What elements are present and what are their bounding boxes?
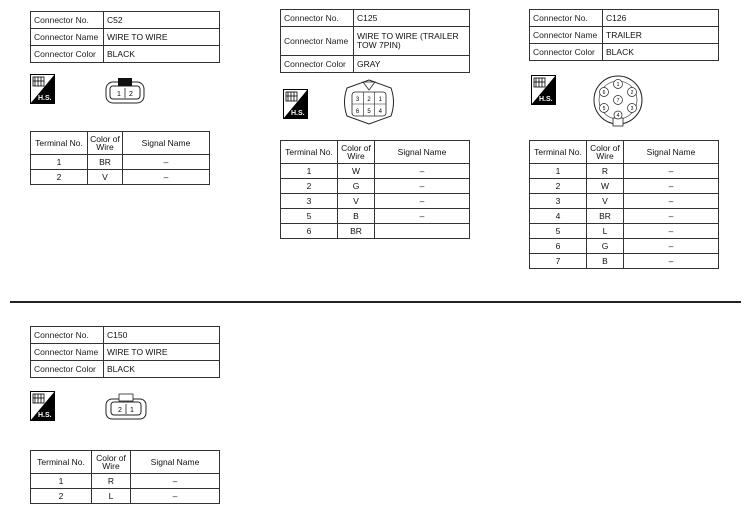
connector-color-value: BLACK	[104, 46, 220, 63]
wire-cell: L	[92, 489, 131, 504]
table-row	[281, 179, 470, 194]
connector-no-value: C125	[354, 10, 470, 27]
terminal-table-c52	[30, 131, 210, 185]
terminal-cell: 2	[31, 489, 92, 504]
connector-color-label: Connector Color	[31, 46, 104, 63]
table-row	[31, 155, 210, 170]
col-terminal: Terminal No.	[530, 141, 587, 164]
table-row	[281, 209, 470, 224]
terminal-cell: 5	[281, 209, 338, 224]
pin-label: 3	[355, 97, 360, 103]
harness-side-icon	[283, 89, 308, 119]
col-wire-color: Color of Wire	[587, 141, 624, 164]
terminal-table-c125	[280, 140, 470, 239]
col-signal: Signal Name	[375, 141, 470, 164]
pin-label: 2	[129, 91, 133, 98]
connector-name-value: WIRE TO WIRE	[104, 29, 220, 46]
connector-block-c126	[529, 9, 719, 61]
harness-side-icon	[531, 75, 556, 105]
connector-name-value: WIRE TO WIRE	[104, 344, 220, 361]
signal-cell: –	[375, 209, 470, 224]
terminal-cell: 1	[31, 155, 88, 170]
connector-no-label: Connector No.	[530, 10, 603, 27]
pin-label: 2	[630, 90, 634, 96]
pin-label: 4	[378, 109, 382, 115]
wire-cell: G	[338, 179, 375, 194]
col-terminal: Terminal No.	[281, 141, 338, 164]
col-signal: Signal Name	[123, 132, 210, 155]
connector-no-value: C126	[603, 10, 719, 27]
signal-cell: –	[624, 239, 719, 254]
connector-block-c52	[30, 11, 220, 63]
wire-cell: W	[587, 179, 624, 194]
connector-info-table	[30, 11, 220, 63]
connector-name-label: Connector Name	[530, 27, 603, 44]
connector-color-value: BLACK	[104, 361, 220, 378]
terminal-cell: 3	[530, 194, 587, 209]
hs-label: H.S.	[38, 412, 52, 419]
signal-cell: –	[624, 209, 719, 224]
terminal-table-c126	[529, 140, 719, 269]
pin-label: 2	[367, 97, 371, 103]
connector-no-label: Connector No.	[281, 10, 354, 27]
wire-cell: V	[587, 194, 624, 209]
table-row	[530, 254, 719, 269]
connector-no-label: Connector No.	[31, 12, 104, 29]
wire-cell: BR	[587, 209, 624, 224]
table-row	[281, 224, 470, 239]
terminal-cell: 1	[31, 474, 92, 489]
hs-label: H.S.	[291, 110, 305, 117]
pin-label: 3	[630, 106, 634, 112]
connector-no-value: C150	[104, 327, 220, 344]
signal-cell: –	[624, 254, 719, 269]
connector-name-value: WIRE TO WIRE (TRAILER TOW 7PIN)	[354, 27, 470, 56]
connector-face-diagram	[104, 77, 146, 107]
terminal-cell: 4	[530, 209, 587, 224]
terminal-table-c150	[30, 450, 220, 504]
pin-label: 2	[118, 407, 122, 414]
connector-name-label: Connector Name	[31, 29, 104, 46]
connector-color-value: BLACK	[603, 44, 719, 61]
signal-cell: –	[624, 164, 719, 179]
col-terminal: Terminal No.	[31, 451, 92, 474]
connector-color-value: GRAY	[354, 56, 470, 73]
connector-info-table	[529, 9, 719, 61]
signal-cell: –	[123, 170, 210, 185]
col-wire-color: Color of Wire	[88, 132, 123, 155]
pin-label: 6	[602, 90, 606, 96]
table-row	[530, 209, 719, 224]
col-wire-color: Color of Wire	[92, 451, 131, 474]
wire-cell: V	[88, 170, 123, 185]
wire-cell: G	[587, 239, 624, 254]
table-row	[281, 194, 470, 209]
terminal-cell: 1	[530, 164, 587, 179]
signal-cell: –	[123, 155, 210, 170]
signal-cell: –	[624, 194, 719, 209]
signal-cell	[375, 224, 470, 239]
table-row	[530, 239, 719, 254]
section-divider	[10, 301, 741, 303]
pin-label: 5	[367, 109, 371, 115]
harness-side-icon	[30, 74, 55, 104]
connector-face-diagram	[590, 72, 646, 128]
connector-face-diagram	[340, 78, 398, 126]
pin-label: 1	[117, 91, 121, 98]
pin-label: 1	[130, 407, 134, 414]
signal-cell: –	[131, 489, 220, 504]
wire-cell: BR	[88, 155, 123, 170]
wire-cell: BR	[338, 224, 375, 239]
connector-block-c125	[280, 9, 470, 73]
connector-color-label: Connector Color	[281, 56, 354, 73]
harness-side-icon	[30, 391, 55, 421]
pin-label: 6	[355, 109, 360, 115]
terminal-cell: 5	[530, 224, 587, 239]
terminal-cell: 3	[281, 194, 338, 209]
col-signal: Signal Name	[131, 451, 220, 474]
terminal-cell: 2	[281, 179, 338, 194]
table-row	[281, 164, 470, 179]
signal-cell: –	[375, 164, 470, 179]
signal-cell: –	[624, 224, 719, 239]
table-row	[530, 224, 719, 239]
hs-label: H.S.	[539, 96, 553, 103]
connector-name-label: Connector Name	[281, 27, 354, 56]
pin-label: 4	[616, 113, 620, 119]
table-row	[530, 179, 719, 194]
table-row	[530, 164, 719, 179]
terminal-cell: 2	[31, 170, 88, 185]
signal-cell: –	[375, 179, 470, 194]
col-signal: Signal Name	[624, 141, 719, 164]
connector-block-c150	[30, 326, 220, 378]
signal-cell: –	[375, 194, 470, 209]
signal-cell: –	[624, 179, 719, 194]
table-row	[530, 194, 719, 209]
table-row	[31, 474, 220, 489]
terminal-cell: 6	[530, 239, 587, 254]
connector-name-label: Connector Name	[31, 344, 104, 361]
wire-cell: L	[587, 224, 624, 239]
connector-color-label: Connector Color	[31, 361, 104, 378]
wire-cell: B	[338, 209, 375, 224]
pin-label: 7	[616, 98, 620, 104]
connector-no-value: C52	[104, 12, 220, 29]
hs-label: H.S.	[38, 95, 52, 102]
wire-cell: R	[587, 164, 624, 179]
wire-cell: B	[587, 254, 624, 269]
col-terminal: Terminal No.	[31, 132, 88, 155]
table-row	[31, 489, 220, 504]
wire-cell: V	[338, 194, 375, 209]
pin-label: 1	[378, 97, 382, 103]
wire-cell: R	[92, 474, 131, 489]
connector-no-label: Connector No.	[31, 327, 104, 344]
terminal-cell: 1	[281, 164, 338, 179]
connector-name-value: TRAILER	[603, 27, 719, 44]
pin-label: 5	[602, 106, 606, 112]
connector-info-table	[280, 9, 470, 73]
terminal-cell: 7	[530, 254, 587, 269]
col-wire-color: Color of Wire	[338, 141, 375, 164]
pin-label: 1	[616, 82, 620, 88]
terminal-cell: 6	[281, 224, 338, 239]
signal-cell: –	[131, 474, 220, 489]
terminal-cell: 2	[530, 179, 587, 194]
wire-cell: W	[338, 164, 375, 179]
table-row	[31, 170, 210, 185]
connector-face-diagram	[104, 392, 148, 422]
connector-info-table	[30, 326, 220, 378]
connector-color-label: Connector Color	[530, 44, 603, 61]
